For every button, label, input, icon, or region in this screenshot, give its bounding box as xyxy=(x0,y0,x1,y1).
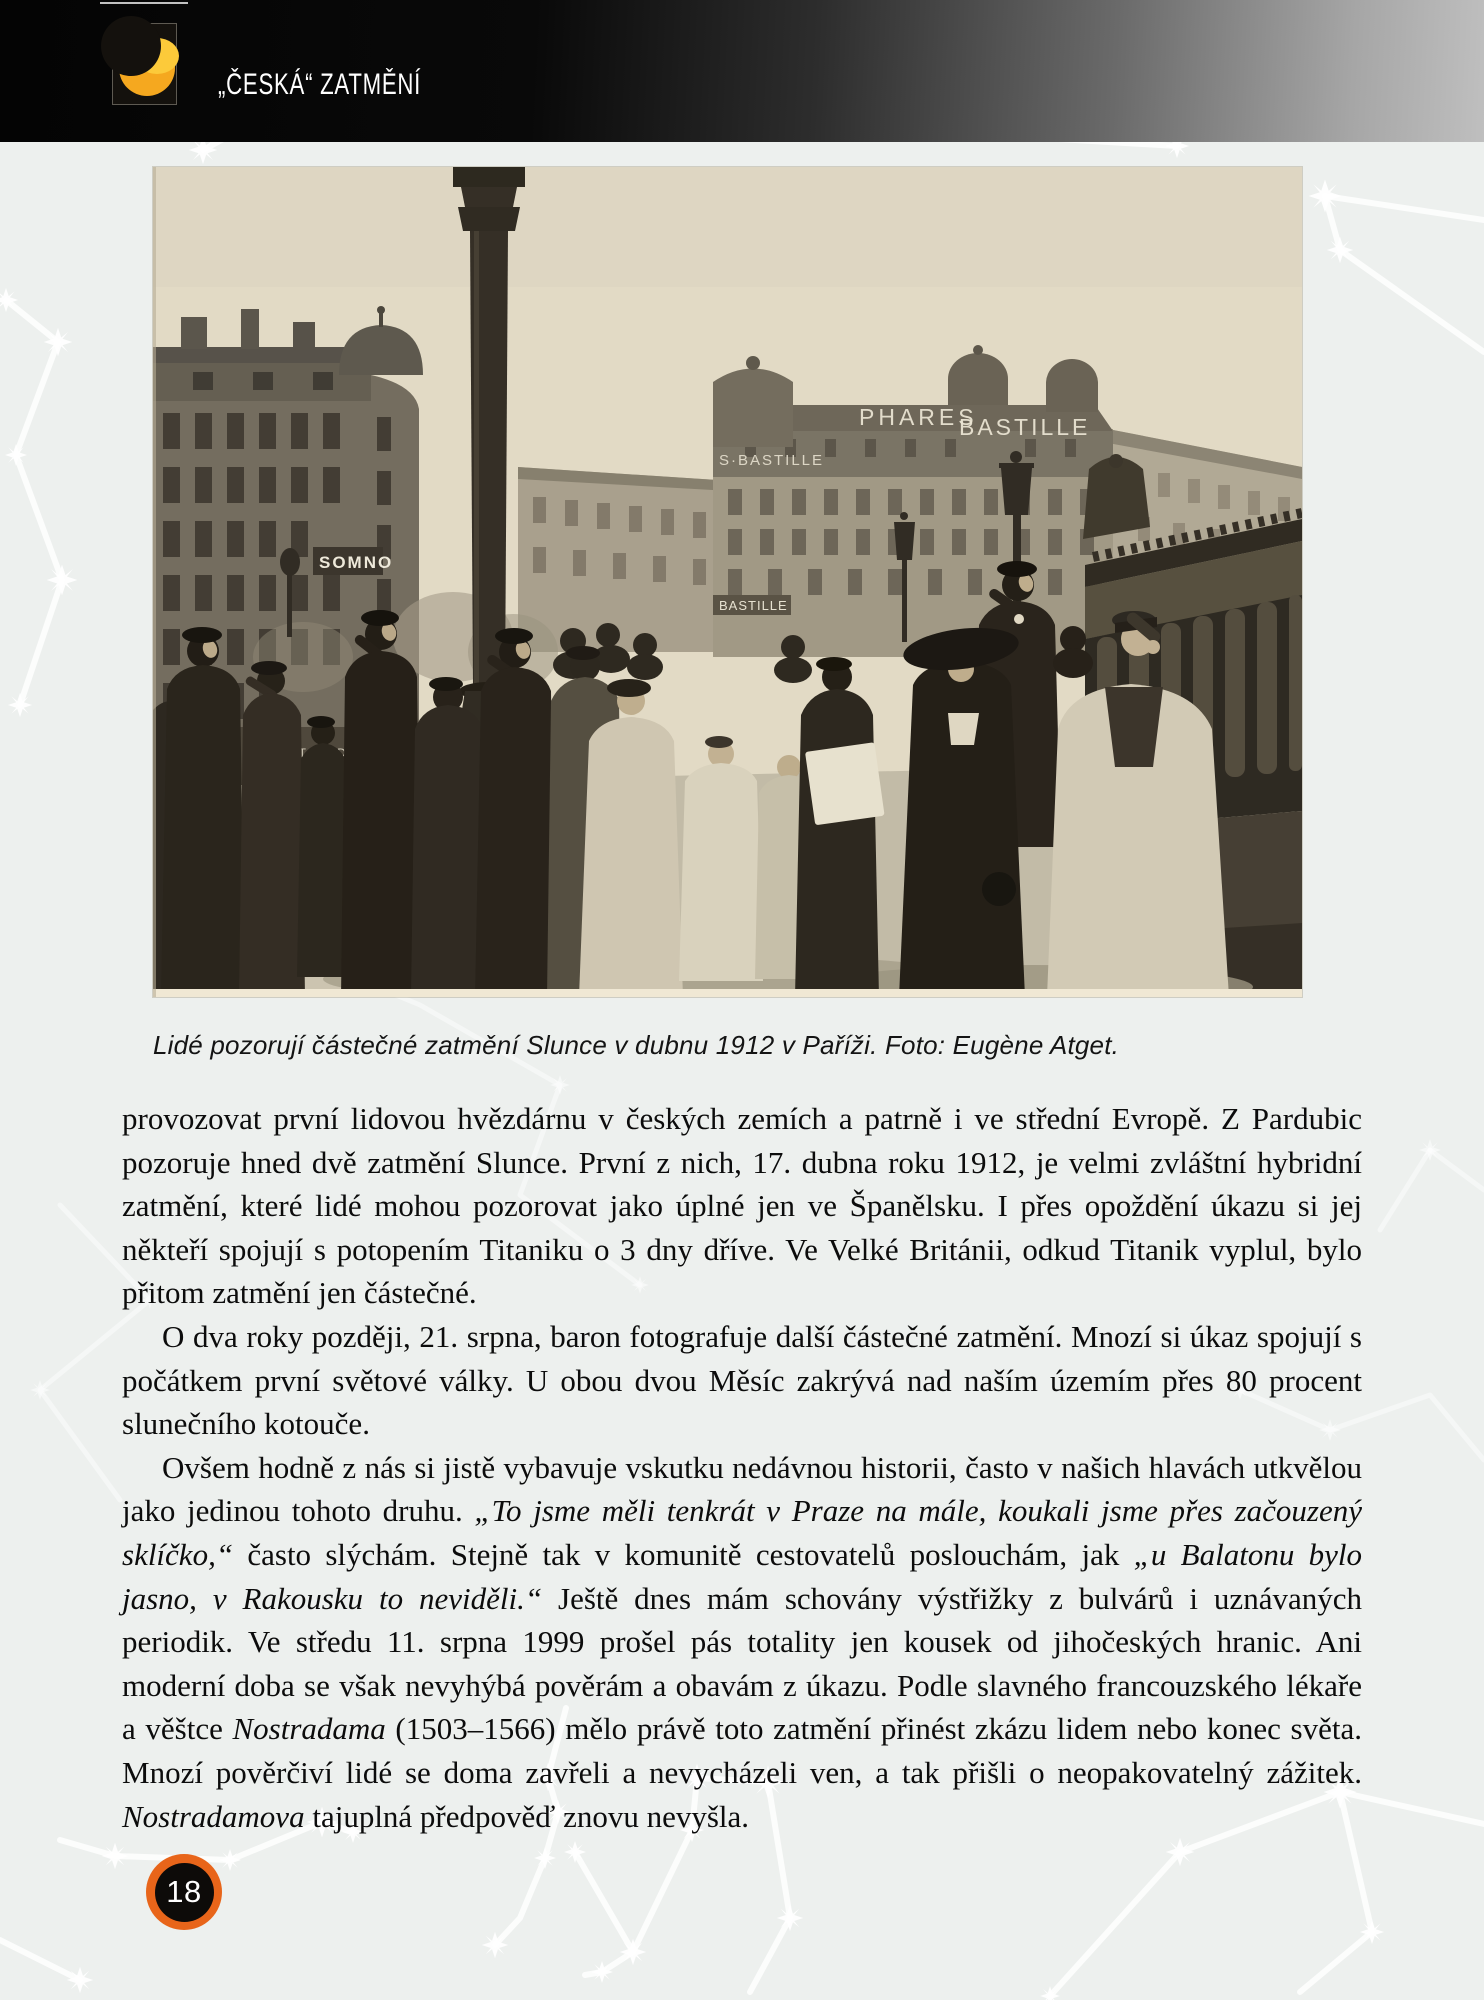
sign-bastille-small: BASTILLE xyxy=(719,598,788,613)
page-header xyxy=(0,0,1484,142)
paragraph: provozovat první lidovou hvězdárnu v českých zemích a patrně i ve střední Evropě. Z Pardubic pozoruje hned dvě zatmění Slunce. První z nich, 17. dubna roku 1912, je velmi zvláštní hybridní zatmění, které lidé mohou pozorovat jako úplné jen ve Španělsku. I přes opoždění úkazu si jej někteří spojují s potopením Titaniku o 3 dny dříve. Ve Velké Británii, odkud Titanik vyplul, bylo přitom zatmění jen částečné. xyxy=(122,1101,1362,1311)
eclipse-photo-illustration xyxy=(153,167,1302,997)
header-top-rule xyxy=(100,2,188,4)
sign-somno: SOMNO xyxy=(319,553,394,572)
paragraph: Ovšem hodně z nás si jistě vybavuje vskutku nedávnou historii, často v našich hlavách utkvělou jako jedinou tohoto druhu. „To jsme měli tenkrát v Praze na mále, koukali jsme přes začouzený sklíčko,“ často slýchám. Stejně tak v komunitě cestovatelů poslouchám, jak „u Balatonu bylo jasno, v Rakousku to neviděli.“ Ještě dnes mám schovány výstřižky z bulvárů i uznávaných periodik. Ve středu 11. srpna 1999 prošel pás totality jen kousek od jihočeských hranic. Ani moderní doba se však nevyhýbá pověrám a obavám z úkazu. Podle slavného francouzského lékaře a věštce Nostradama (1503–1566) mělo právě toto zatmění přinést zkázu lidem nebo konec světa. Mnozí pověrčiví lidé se doma zavřeli a nevycházeli ven, a tak přišli o neopakovatelný zážitek. Nostradamova tajuplná předpověď znovu nevyšla. xyxy=(122,1449,1362,1834)
sign-phares: PHARES xyxy=(859,404,978,430)
partial-eclipse-sun-icon xyxy=(107,22,183,110)
page-title: „ČESKÁ“ ZATMĚNÍ xyxy=(218,68,422,101)
body-text xyxy=(122,1097,1362,1838)
eclipse-photo xyxy=(153,167,1302,997)
sign-s-bastille: S·BASTILLE xyxy=(719,452,825,469)
page-number-badge xyxy=(146,1854,222,1930)
page-number-circle xyxy=(155,1863,214,1922)
photo-caption: Lidé pozorují částečné zatmění Slunce v dubnu 1912 v Paříži. Foto: Eugène Atget. xyxy=(153,1030,1120,1060)
page-number: 18 xyxy=(166,1874,202,1909)
sign-bastille-roof: BASTILLE xyxy=(959,414,1091,440)
paragraph: O dva roky později, 21. srpna, baron fotografuje další částečné zatmění. Mnozí si úkaz spojují s počátkem první světové války. U obou dvou Měsíc zakrývá nad naším územím přes 80 procent slunečního kotouče. xyxy=(122,1318,1362,1442)
eclipse-logo-box xyxy=(112,23,177,105)
